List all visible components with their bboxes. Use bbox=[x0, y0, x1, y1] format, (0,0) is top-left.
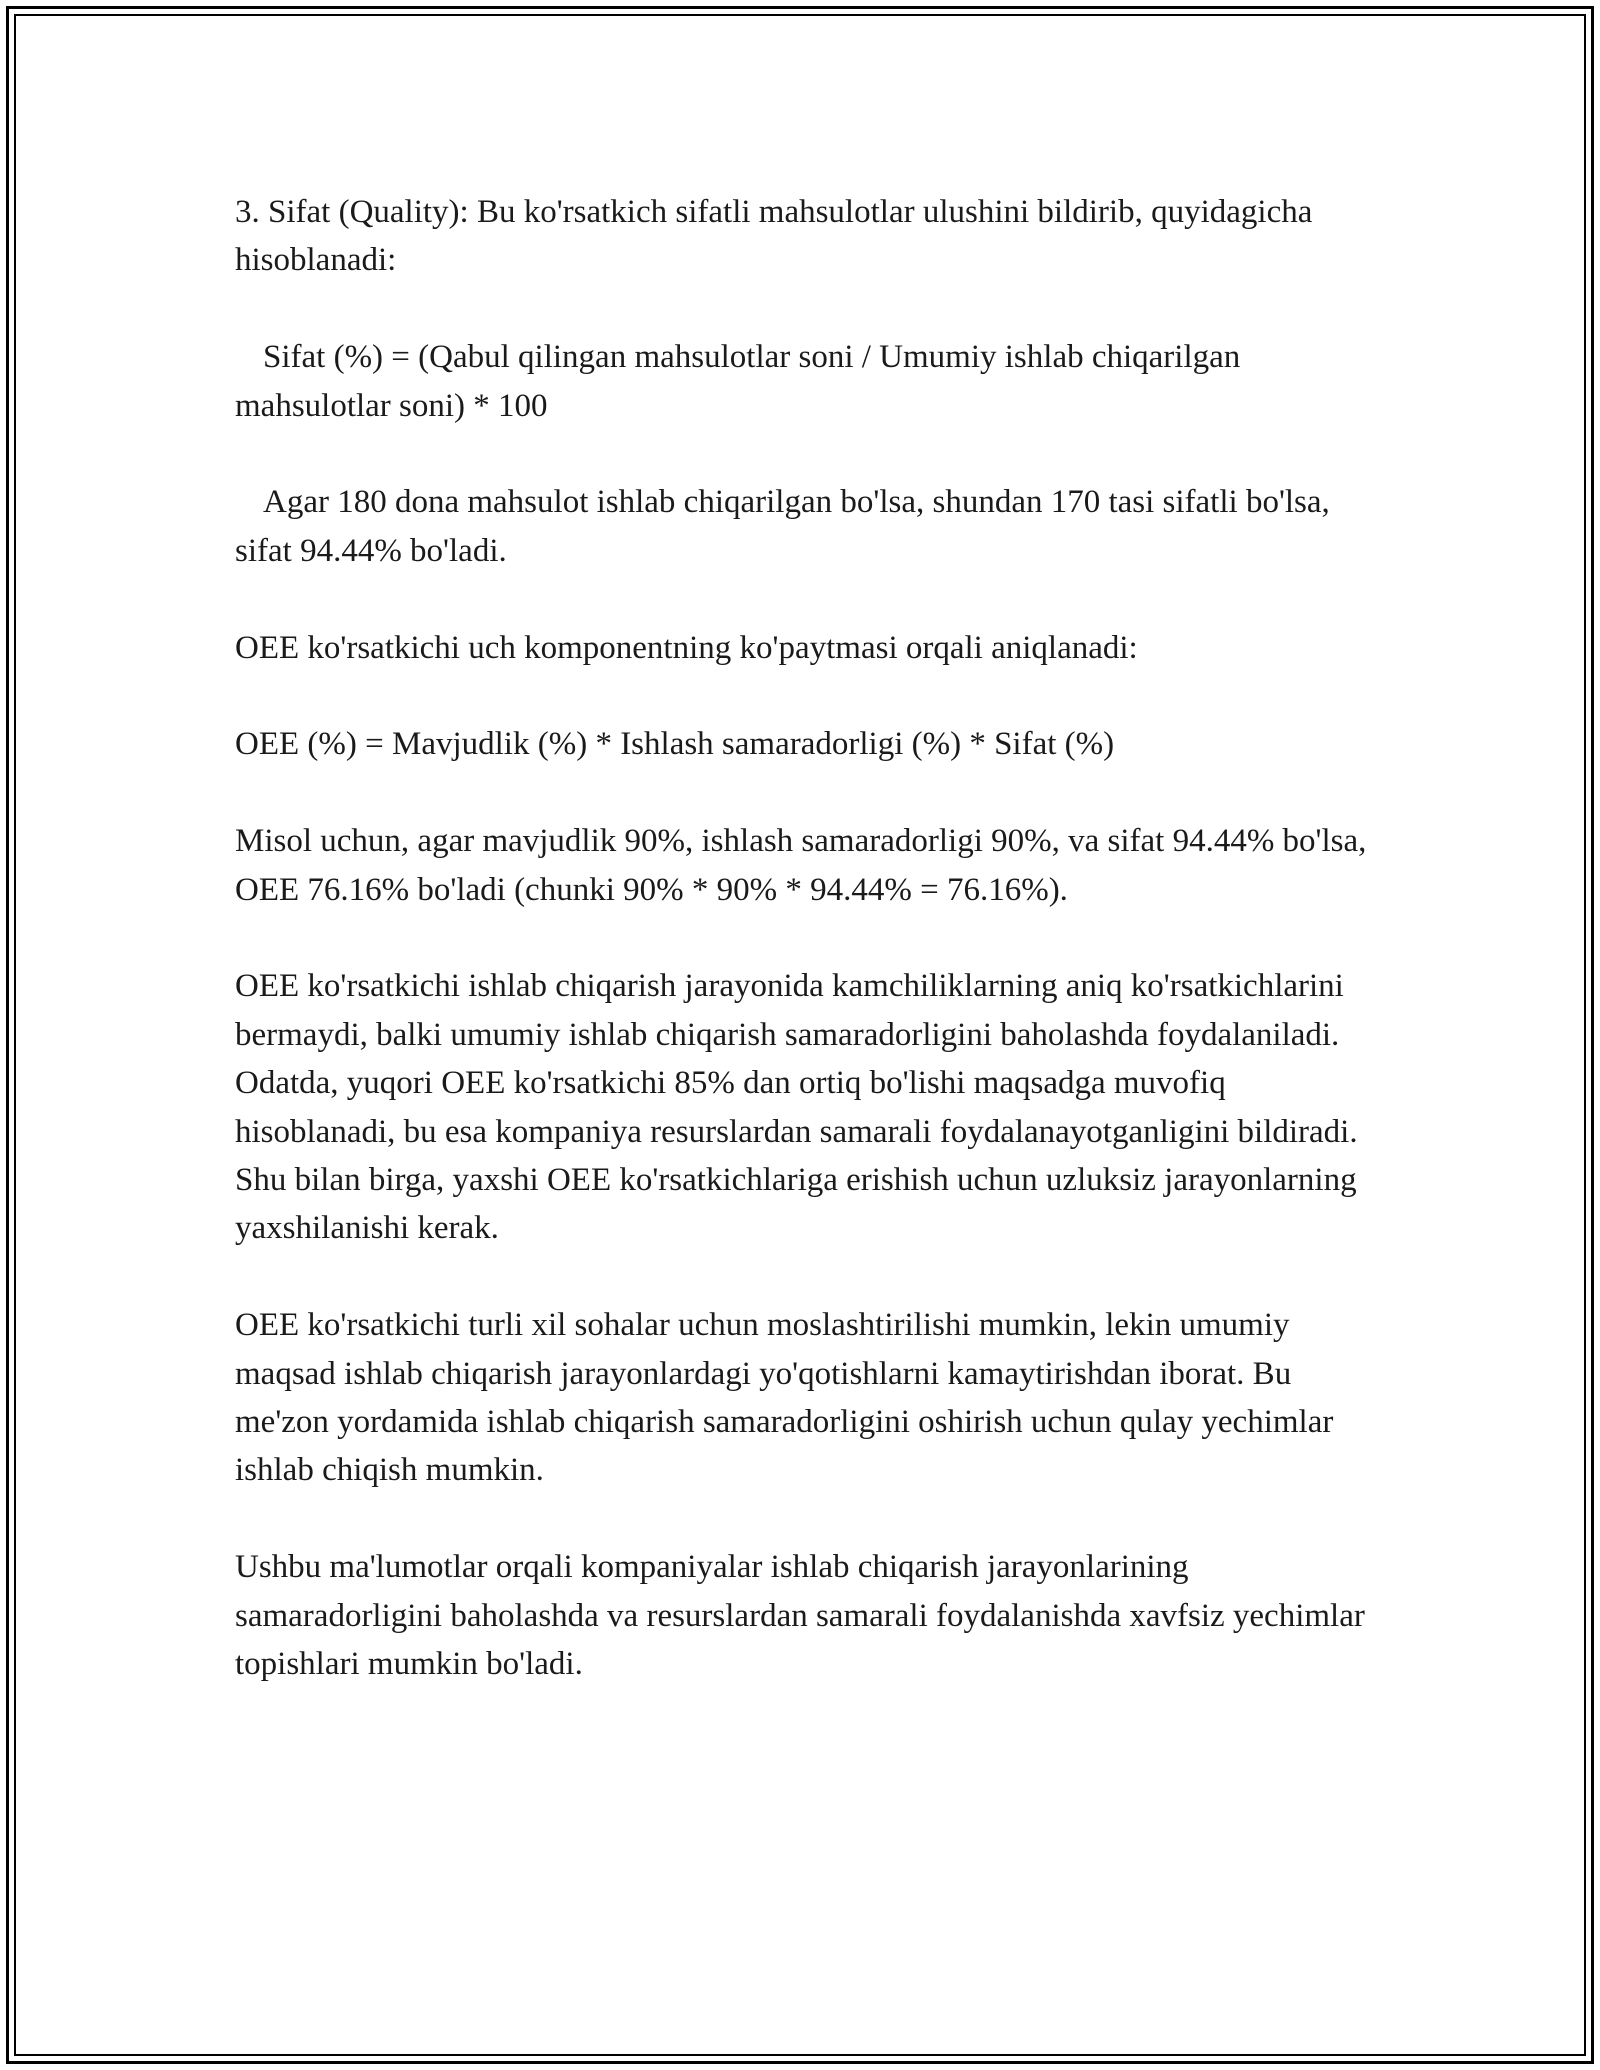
paragraph-oee-intro: OEE ko'rsatkichi uch komponentning ko'paytmasi orqali aniqlanadi: bbox=[235, 629, 1138, 666]
paragraph-oee-example: Misol uchun, agar mavjudlik 90%, ishlash samaradorligi 90%, va sifat 94.44% bo'lsa, OEE 76.16% bo'ladi (chunki 90% * 90% * 94.44% = 76.16%). bbox=[235, 823, 1375, 908]
paragraph-quality-definition: 3. Sifat (Quality): Bu ko'rsatkich sifatli mahsulotlar ulushini bildirib, quyidagicha hisoblanadi: bbox=[235, 194, 1321, 279]
paragraph-conclusion: Ushbu ma'lumotlar orqali kompaniyalar ishlab chiqarish jarayonlarining samaradorligini baholashda va resurslardan samarali foydalanishda xavfsiz yechimlar topishlari mumkin bo'ladi. bbox=[235, 1549, 1374, 1683]
paragraph-oee-formula: OEE (%) = Mavjudlik (%) * Ishlash samaradorligi (%) * Sifat (%) bbox=[235, 726, 1115, 763]
paragraph-oee-evaluation: OEE ko'rsatkichi ishlab chiqarish jarayonida kamchiliklarning aniq ko'rsatkichlarini bermaydi, balki umumiy ishlab chiqarish samaradorligini baholashda foydalaniladi. Odatda, yuqori OEE ko'rsatkichi 85% dan ortiq bo'lishi maqsadga muvofiq hisoblanadi, bu esa kompaniya resurslardan samarali foydalanayotganligini bildiradi. Shu bilan birga, yaxshi OEE ko'rsatkichlariga erishish uchun uzluksiz jarayonlarning yaxshilanishi kerak. bbox=[235, 968, 1366, 1247]
document-body bbox=[235, 188, 1375, 1737]
paragraph-quality-example: Agar 180 dona mahsulot ishlab chiqarilgan bo'lsa, shundan 170 tasi sifatli bo'lsa, sifat 94.44% bo'ladi. bbox=[235, 484, 1339, 569]
paragraph-oee-adaptation: OEE ko'rsatkichi turli xil sohalar uchun moslashtirilishi mumkin, lekin umumiy maqsad ishlab chiqarish jarayonlardagi yo'qotishlarni kamaytirishdan iborat. Bu me'zon yordamida ishlab chiqarish samaradorligini oshirish uchun qulay yechimlar ishlab chiqish mumkin. bbox=[235, 1307, 1342, 1489]
paragraph-quality-formula: Sifat (%) = (Qabul qilingan mahsulotlar soni / Umumiy ishlab chiqarilgan mahsulotlar soni) * 100 bbox=[235, 339, 1249, 424]
